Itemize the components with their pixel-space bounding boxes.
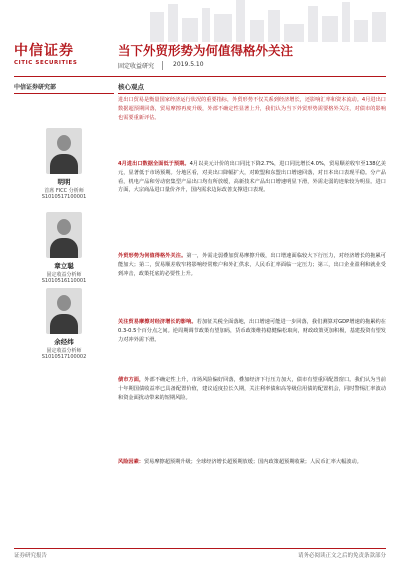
analyst-photo xyxy=(46,128,82,174)
analyst-cert: S1010517100002 xyxy=(41,354,87,360)
footer-divider xyxy=(14,548,386,549)
analyst-name: 明明 xyxy=(57,178,71,186)
paragraph-lead: 外贸形势为何值得格外关注。 xyxy=(118,253,187,259)
analyst-role: 首席 FICC 分析师 xyxy=(44,188,84,194)
analyst-card xyxy=(14,288,114,360)
footer-left: 证券研究报告 xyxy=(14,553,48,559)
body-paragraph xyxy=(118,376,386,402)
paragraph-lead: 债市方面， xyxy=(118,377,145,383)
paragraph-lead: 风险因素： xyxy=(118,459,144,465)
analyst-cert: S1010517100001 xyxy=(41,194,87,200)
report-date: 2019.5.10 xyxy=(173,61,204,68)
report-series: 固定收益研究 xyxy=(118,61,163,70)
paragraph-text: 4月以美元计价的出口同比下降2.7%，进口同比增长4.0%，贸易顺差收窄至138亿美元，显著低于市场预期。分地区看，对美出口降幅扩大，对欧盟和东盟出口增速回落，对日本出口表现平稳。分产品看，机电产品和劳动密集型产品出口均有所放缓，高新技术产品出口增速明显下滑，外需走弱的迹象较为明显。进口方面，大宗商品进口量价齐升，国内需求边际改善支撑进口表现。 xyxy=(118,161,386,194)
body-paragraph xyxy=(118,458,386,467)
analyst-name: 章立聪 xyxy=(54,262,74,270)
analyst-name: 余经纬 xyxy=(54,338,74,346)
report-meta xyxy=(118,61,212,70)
sidebar-heading: 中信证券研究部 xyxy=(14,82,114,94)
paragraph-text: 第一，外需走弱叠加贸易摩擦升级，出口增速面临较大下行压力，对经济增长的拖累可能加大；第二，贸易顺差收窄将影响经常账户和外汇供求，人民币汇率面临一定压力；第三，出口企业盈利和就业受到冲击，政策托底的必要性上升。 xyxy=(118,253,386,277)
sidebar xyxy=(14,82,114,94)
core-summary: 进出口贸易是衡量国家经济运行状况的重要指标，外贸形势不仅关系到经济增长，还影响汇率和资本流动。4月进出口数据超预期回落，贸易摩擦再度升级，外部不确定性显著上升，我们认为当下外贸形势需要格外关注，对债市的影响也需要重新评估。 xyxy=(118,97,386,121)
body-paragraph xyxy=(118,160,386,195)
paragraph-lead: 关注贸易摩擦对经济增长的影响。 xyxy=(118,319,197,325)
logo-en-text: CITIC SECURITIES xyxy=(14,60,78,66)
analyst-photo xyxy=(46,212,82,258)
report-title: 当下外贸形势为何值得格外关注 xyxy=(118,43,294,58)
footer-disclaimer: 请务必阅读正文之后的免责条款部分 xyxy=(297,553,386,559)
paragraph-text: 贸易摩擦超预期升级；全球经济增长超预期放缓；国内政策超预期收紧；人民币汇率大幅波动。 xyxy=(143,459,362,465)
analyst-role: 固定收益分析师 xyxy=(46,348,82,354)
header-divider xyxy=(14,76,386,77)
analyst-card xyxy=(14,128,114,200)
analyst-cert: S1010516110001 xyxy=(41,278,87,284)
paragraph-lead: 4月进出口数据全面低于预期。 xyxy=(118,161,190,167)
analyst-role: 固定收益分析师 xyxy=(46,272,82,278)
analyst-card xyxy=(14,212,114,284)
logo-cn-text: 中信证券 xyxy=(14,43,74,59)
core-views-heading: 核心观点 xyxy=(118,82,386,94)
paragraph-text: 若加征关税全面落地，出口增速可能进一步回落，我们测算对GDP增速的拖累约在0.3-0.5个百分点之间。逆周期调节政策有望加码，货币政策维持稳健偏松取向，财政政策更加积极，基建投资有望发力对冲外需下滑。 xyxy=(118,319,386,343)
body-paragraph xyxy=(118,318,386,344)
paragraph-text: 外部不确定性上升，市场风险偏好回落，叠加经济下行压力加大，债市有望重回配置窗口。我们认为当前十年期国债收益率已具备配置价值，建议适度拉长久期，关注利率债和高等级信用债的配置机会，同时警惕汇率波动和资金面扰动带来的短期风险。 xyxy=(118,377,386,401)
company-logo xyxy=(14,40,114,74)
body-paragraph xyxy=(118,252,386,278)
analyst-photo xyxy=(46,288,82,334)
